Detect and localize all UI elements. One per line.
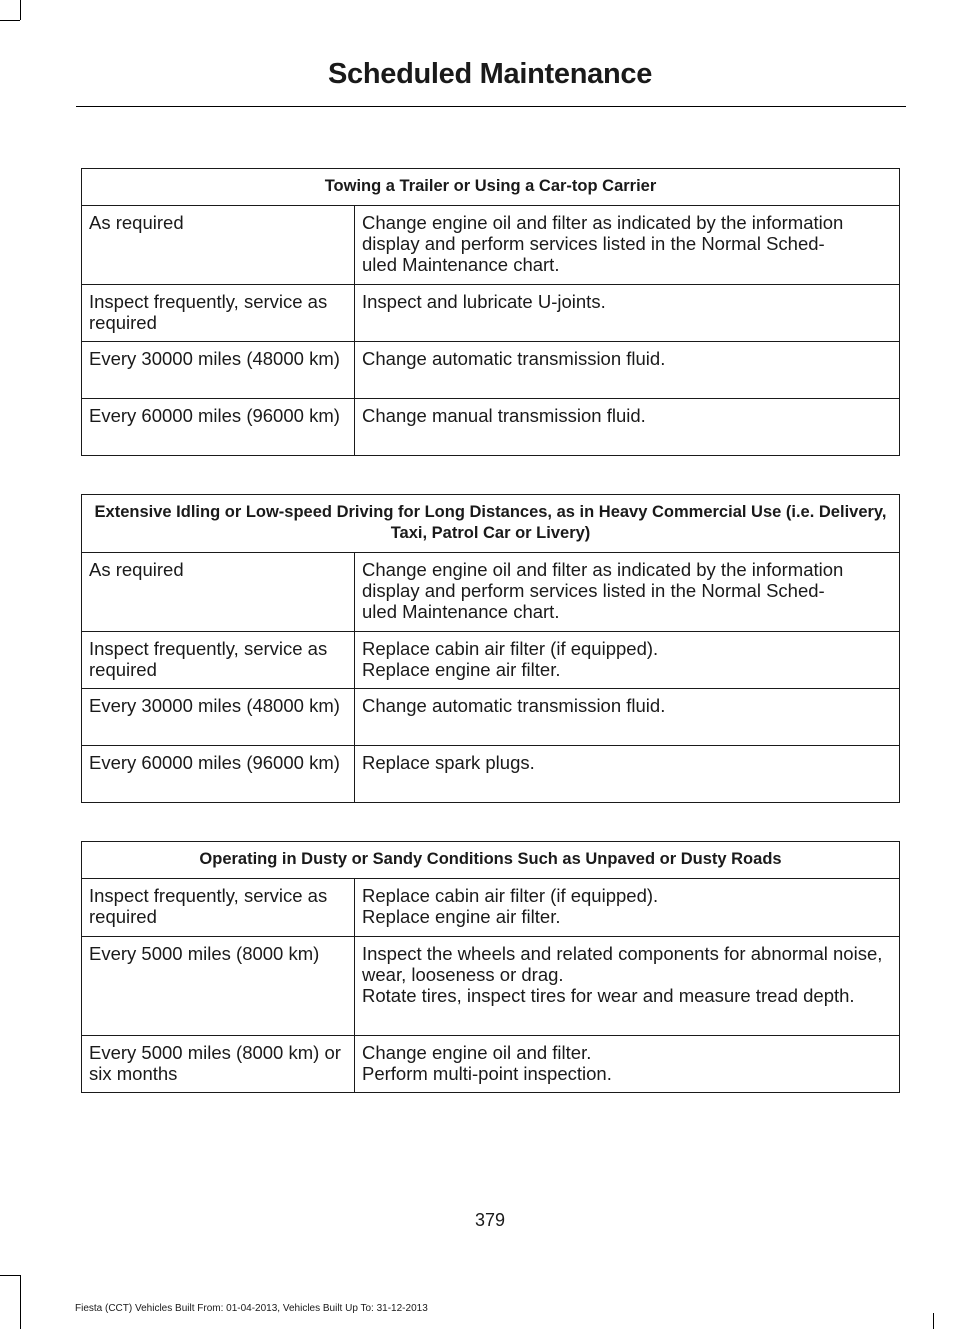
towing-maintenance-table: [81, 168, 900, 456]
title-divider: [76, 106, 906, 107]
table-heading-row: [82, 495, 900, 553]
interval-cell: Every 30000 miles (48000 km): [82, 342, 355, 399]
dusty-conditions-maintenance-table: [81, 841, 900, 1093]
action-cell: Change engine oil and filter as indicated by the information display and perform services listed in the Normal Sched- uled Maintenance chart.: [355, 206, 900, 285]
crop-mark: [0, 20, 20, 21]
interval-cell: As required: [82, 206, 355, 285]
action-cell: Change engine oil and filter as indicated by the information display and perform services listed in the Normal Sched- uled Maintenance chart.: [355, 553, 900, 632]
page-number: 379: [474, 1210, 506, 1230]
table-row: [82, 206, 900, 285]
table-row: [82, 879, 900, 937]
table-heading-row: [82, 169, 900, 206]
crop-mark: [20, 0, 21, 20]
action-cell: Change automatic transmission fluid.: [355, 689, 900, 746]
interval-cell: Inspect frequently, service as required: [82, 632, 355, 689]
crop-mark: [20, 1275, 21, 1329]
interval-cell: Inspect frequently, service as required: [82, 285, 355, 342]
table-row: [82, 632, 900, 689]
page-title: Scheduled Maintenance: [327, 58, 653, 90]
interval-cell: Every 60000 miles (96000 km): [82, 746, 355, 803]
action-cell: Inspect the wheels and related components for abnormal noise, wear, looseness or drag. Rotate tires, inspect tires for wear and measure tread depth.: [355, 937, 900, 1036]
action-cell: Change automatic transmission fluid.: [355, 342, 900, 399]
table-row: [82, 689, 900, 746]
action-cell: Change manual transmission fluid.: [355, 399, 900, 456]
footer-text: Fiesta (CCT) Vehicles Built From: 01-04-2013, Vehicles Built Up To: 31-12-2013: [75, 1303, 428, 1314]
interval-cell: Every 60000 miles (96000 km): [82, 399, 355, 456]
crop-mark: [933, 1313, 934, 1329]
table-heading-row: [82, 842, 900, 879]
action-cell: Replace cabin air filter (if equipped). Replace engine air filter.: [355, 879, 900, 937]
table-heading: Towing a Trailer or Using a Car-top Carrier: [82, 169, 900, 206]
crop-mark: [0, 1275, 20, 1276]
interval-cell: Every 5000 miles (8000 km): [82, 937, 355, 1036]
interval-cell: Every 5000 miles (8000 km) or six months: [82, 1036, 355, 1093]
table-heading: Operating in Dusty or Sandy Conditions Such as Unpaved or Dusty Roads: [82, 842, 900, 879]
interval-cell: As required: [82, 553, 355, 632]
interval-cell: Every 30000 miles (48000 km): [82, 689, 355, 746]
action-cell: Inspect and lubricate U-joints.: [355, 285, 900, 342]
action-cell: Change engine oil and filter. Perform multi-point inspection.: [355, 1036, 900, 1093]
action-cell: Replace spark plugs.: [355, 746, 900, 803]
table-row: [82, 1036, 900, 1093]
interval-cell: Inspect frequently, service as required: [82, 879, 355, 937]
idling-maintenance-table: [81, 494, 900, 803]
action-cell: Replace cabin air filter (if equipped). Replace engine air filter.: [355, 632, 900, 689]
table-row: [82, 285, 900, 342]
table-heading: Extensive Idling or Low-speed Driving for Long Distances, as in Heavy Commercial Use (i.e. Delivery, Taxi, Patrol Car or Livery): [82, 495, 900, 553]
table-row: [82, 746, 900, 803]
table-row: [82, 937, 900, 1036]
table-row: [82, 342, 900, 399]
table-row: [82, 399, 900, 456]
table-row: [82, 553, 900, 632]
